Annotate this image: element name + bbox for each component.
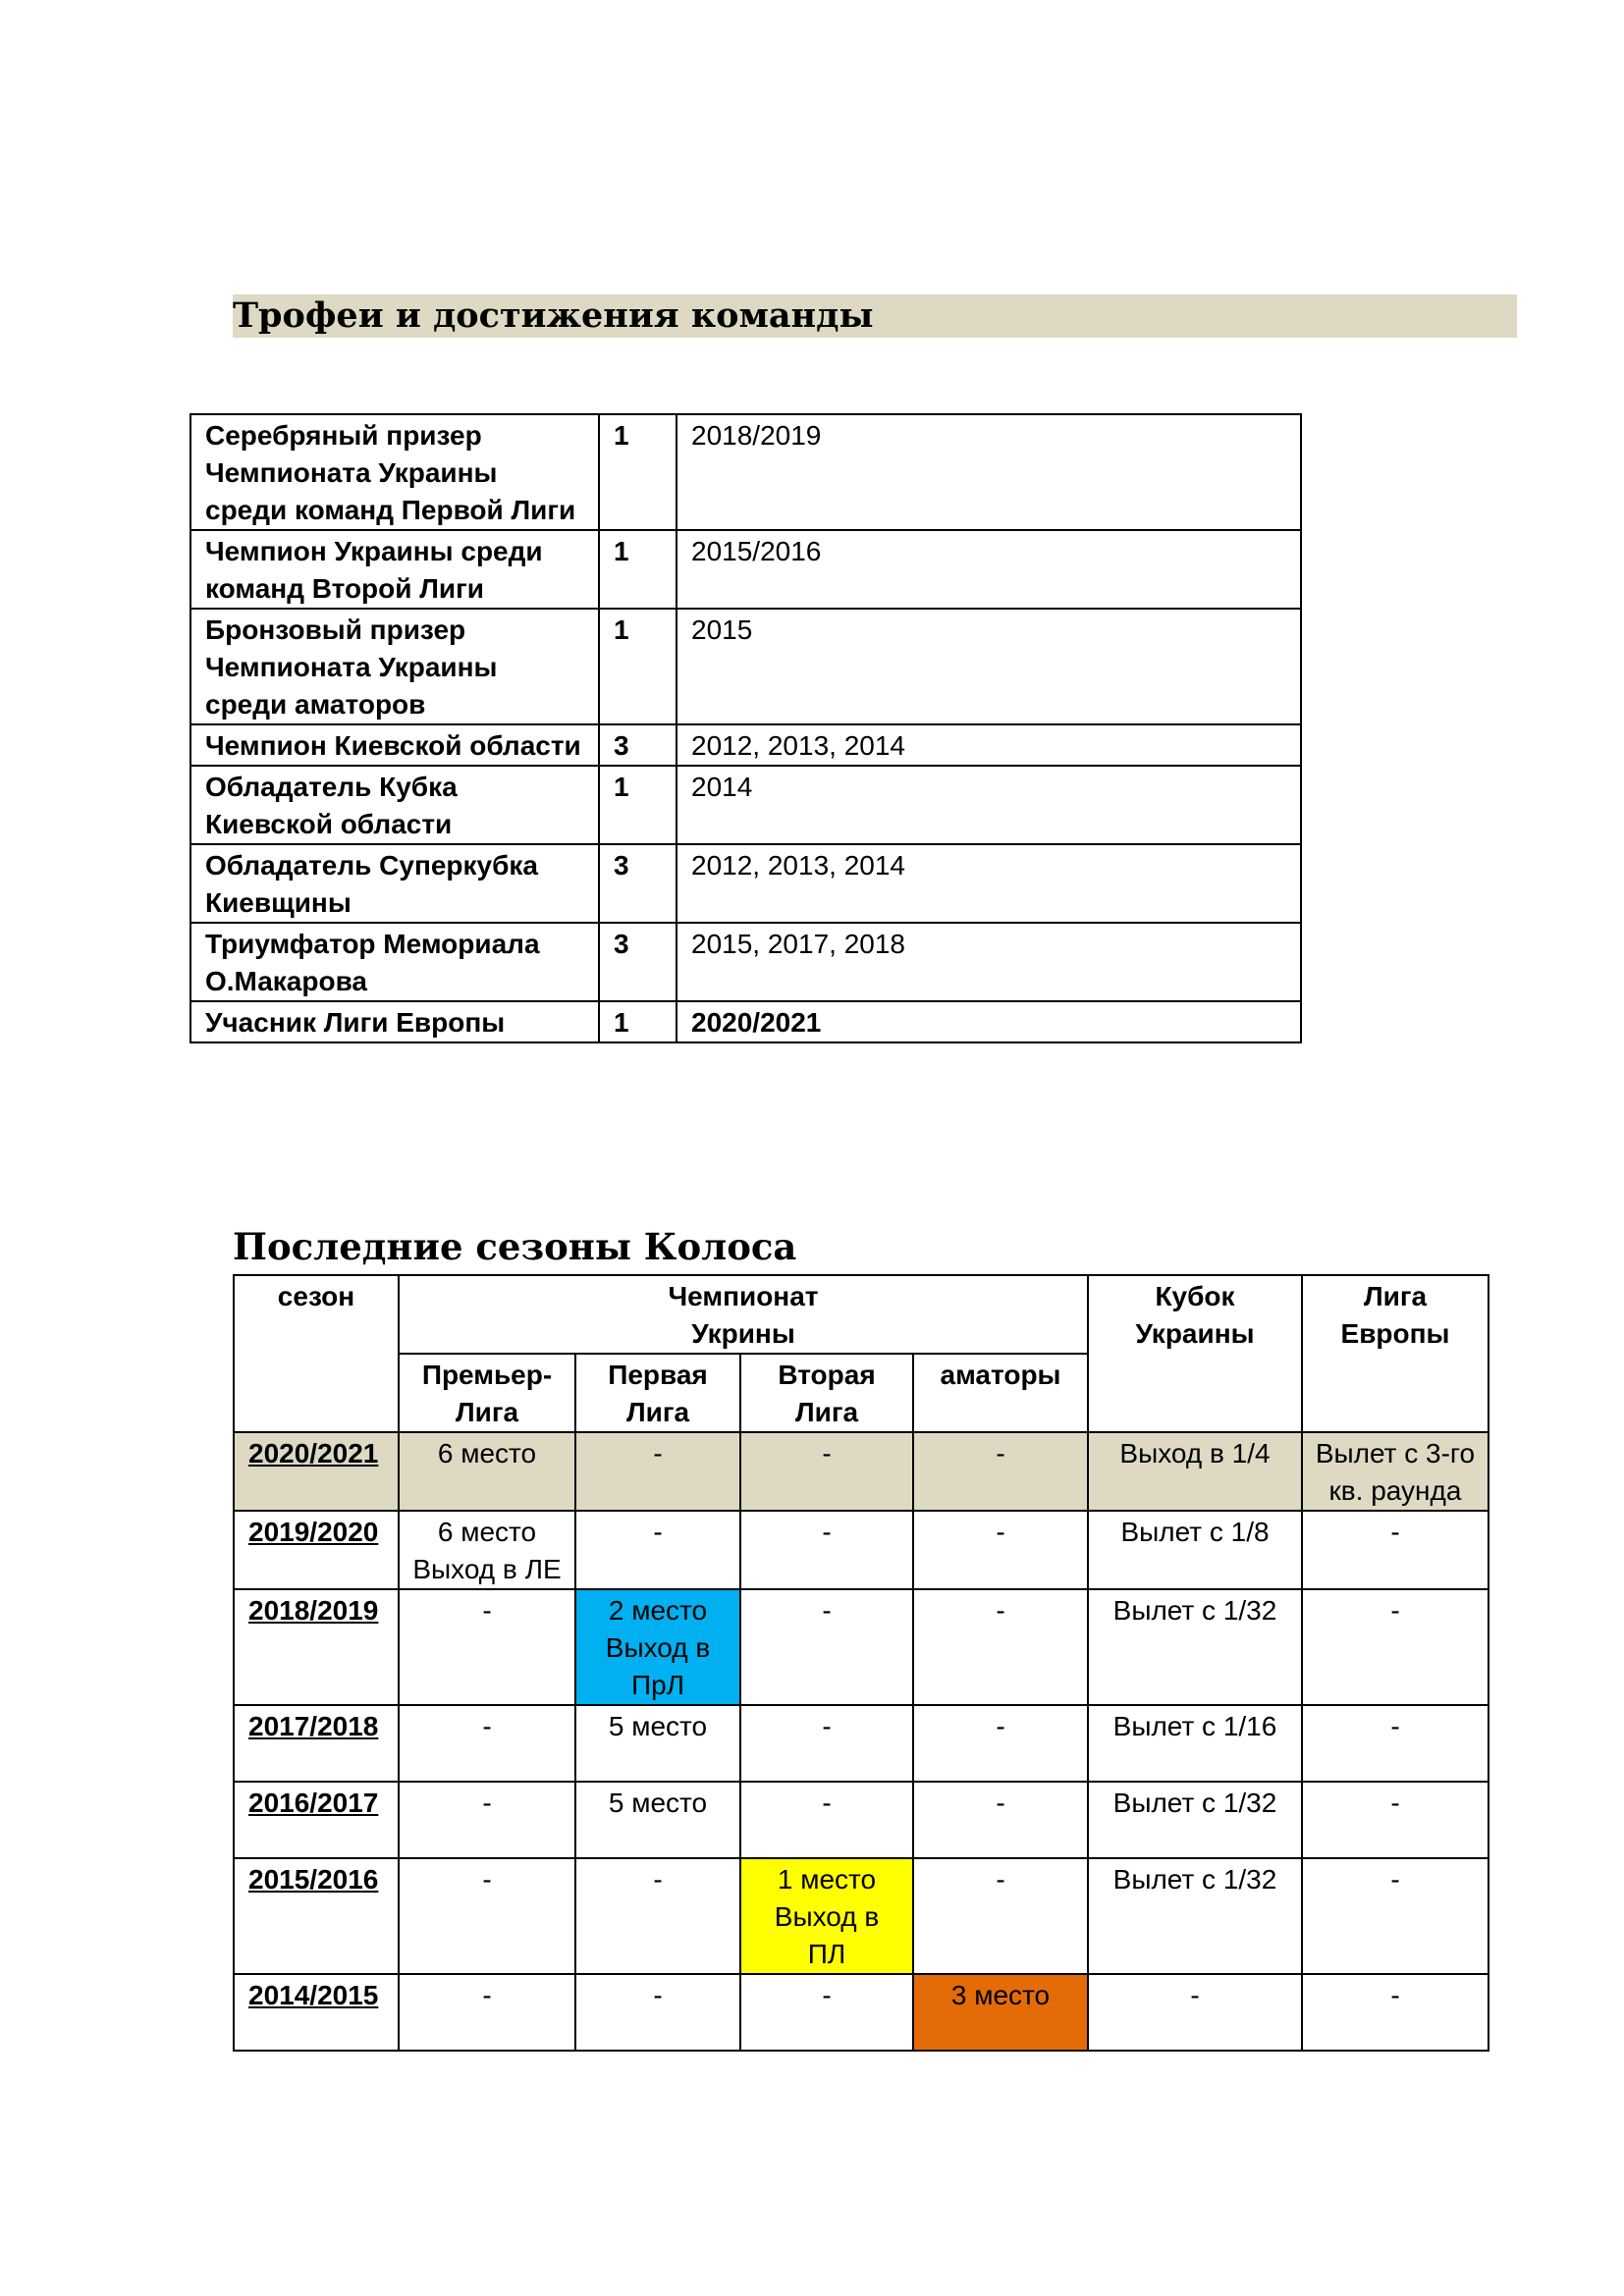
season-cell: 2016/2017 (234, 1782, 399, 1858)
first-league-cell: 5 место (575, 1782, 740, 1858)
first-league-result: 2 место Выход в ПрЛ (605, 1595, 711, 1700)
europa-cell: - (1302, 1705, 1489, 1782)
header-cup (1088, 1275, 1302, 1432)
season-row (234, 1432, 1489, 1511)
header-championship (399, 1275, 1088, 1354)
trophy-row (190, 530, 1301, 609)
premier-cell: - (399, 1589, 575, 1705)
trophy-row (190, 766, 1301, 844)
first-league-cell: 5 место (575, 1705, 740, 1782)
europa-cell: - (1302, 1782, 1489, 1858)
premier-cell: - (399, 1705, 575, 1782)
cup-cell: Вылет с 1/32 (1088, 1589, 1302, 1705)
trophy-years: 2015 (677, 609, 1301, 724)
europa-cell: Вылет с 3-го кв. раунда (1302, 1432, 1489, 1511)
trophy-name: Чемпион Украины среди команд Второй Лиги (190, 530, 599, 609)
europa-cell: - (1302, 1974, 1489, 2051)
first-league-cell: - (575, 1858, 740, 1974)
header-cup-label: Кубок Украины (1135, 1281, 1255, 1349)
season-row (234, 1589, 1489, 1705)
amateurs-cell: - (913, 1589, 1088, 1705)
header-premier: Премьер-Лига (399, 1354, 575, 1432)
trophy-count: 3 (599, 724, 677, 766)
cup-cell: Вылет с 1/32 (1088, 1858, 1302, 1974)
trophy-row (190, 609, 1301, 724)
amateurs-cell: - (913, 1858, 1088, 1974)
second-league-result: 1 место Выход в ПЛ (774, 1864, 880, 1969)
second-league-cell: - (740, 1974, 913, 2051)
amateurs-cell: 3 место (913, 1974, 1088, 2051)
trophy-years: 2015, 2017, 2018 (677, 923, 1301, 1001)
seasons-header-row (234, 1275, 1489, 1354)
second-league-cell: - (740, 1782, 913, 1858)
header-europa-label: Лига Европы (1340, 1281, 1450, 1349)
trophy-row (190, 1001, 1301, 1042)
header-championship-label: Чемпионат Укрины (668, 1281, 819, 1349)
premier-cell: - (399, 1858, 575, 1974)
trophy-years: 2015/2016 (677, 530, 1301, 609)
trophy-row (190, 724, 1301, 766)
trophy-years: 2012, 2013, 2014 (677, 844, 1301, 923)
amateurs-cell: - (913, 1705, 1088, 1782)
trophy-years: 2014 (677, 766, 1301, 844)
second-league-cell: - (740, 1705, 913, 1782)
first-league-cell: - (575, 1432, 740, 1511)
trophy-count: 1 (599, 1001, 677, 1042)
trophy-count: 1 (599, 414, 677, 530)
premier-cell: - (399, 1974, 575, 2051)
season-cell: 2020/2021 (234, 1432, 399, 1511)
season-row (234, 1858, 1489, 1974)
seasons-table (233, 1274, 1489, 2052)
season-row (234, 1705, 1489, 1782)
cup-cell: Вылет с 1/32 (1088, 1782, 1302, 1858)
header-first-league-label: Первая Лига (608, 1360, 708, 1427)
season-cell: 2014/2015 (234, 1974, 399, 2051)
trophy-count: 3 (599, 844, 677, 923)
trophy-row (190, 414, 1301, 530)
first-league-cell: - (575, 1511, 740, 1589)
season-cell: 2019/2020 (234, 1511, 399, 1589)
premier-cell: - (399, 1782, 575, 1858)
season-row (234, 1974, 1489, 2051)
cup-cell: Вылет с 1/16 (1088, 1705, 1302, 1782)
trophies-table (189, 413, 1302, 1043)
trophy-row (190, 923, 1301, 1001)
premier-cell: 6 место Выход в ЛЕ (399, 1511, 575, 1589)
trophy-name: Серебряный призер Чемпионата Украины среди команд Первой Лиги (190, 414, 599, 530)
trophy-years: 2020/2021 (677, 1001, 1301, 1042)
first-league-cell: - (575, 1974, 740, 2051)
trophy-row (190, 844, 1301, 923)
trophies-heading: Трофеи и достижения команды (233, 295, 874, 336)
second-league-cell: - (740, 1511, 913, 1589)
trophy-name: Триумфатор Мемориала О.Макарова (190, 923, 599, 1001)
trophy-count: 1 (599, 530, 677, 609)
amateurs-cell: - (913, 1432, 1088, 1511)
season-cell: 2017/2018 (234, 1705, 399, 1782)
trophy-count: 3 (599, 923, 677, 1001)
europa-cell: - (1302, 1858, 1489, 1974)
header-europa (1302, 1275, 1489, 1432)
trophy-name: Обладатель Кубка Киевской области (190, 766, 599, 844)
trophy-name: Чемпион Киевской области (190, 724, 599, 766)
second-league-cell (740, 1858, 913, 1974)
first-league-cell (575, 1589, 740, 1705)
trophy-name: Обладатель Суперкубка Киевщины (190, 844, 599, 923)
trophy-years: 2018/2019 (677, 414, 1301, 530)
seasons-heading: Последние сезоны Колоса (233, 1225, 797, 1268)
season-cell: 2018/2019 (234, 1589, 399, 1705)
europa-cell: - (1302, 1511, 1489, 1589)
season-row (234, 1782, 1489, 1858)
premier-cell: 6 место (399, 1432, 575, 1511)
header-second-league-label: Вторая Лига (778, 1360, 876, 1427)
header-amateurs: аматоры (913, 1354, 1088, 1432)
second-league-cell: - (740, 1432, 913, 1511)
header-first-league (575, 1354, 740, 1432)
cup-cell: Выход в 1/4 (1088, 1432, 1302, 1511)
amateurs-cell: - (913, 1511, 1088, 1589)
season-cell: 2015/2016 (234, 1858, 399, 1974)
trophy-years: 2012, 2013, 2014 (677, 724, 1301, 766)
europa-cell: - (1302, 1589, 1489, 1705)
trophy-name: Бронзовый призер Чемпионата Украины среди аматоров (190, 609, 599, 724)
cup-cell: Вылет с 1/8 (1088, 1511, 1302, 1589)
header-second-league (740, 1354, 913, 1432)
trophy-name: Учасник Лиги Европы (190, 1001, 599, 1042)
trophy-count: 1 (599, 609, 677, 724)
header-season: сезон (234, 1275, 399, 1432)
trophy-count: 1 (599, 766, 677, 844)
season-row (234, 1511, 1489, 1589)
amateurs-cell: - (913, 1782, 1088, 1858)
cup-cell: - (1088, 1974, 1302, 2051)
second-league-cell: - (740, 1589, 913, 1705)
